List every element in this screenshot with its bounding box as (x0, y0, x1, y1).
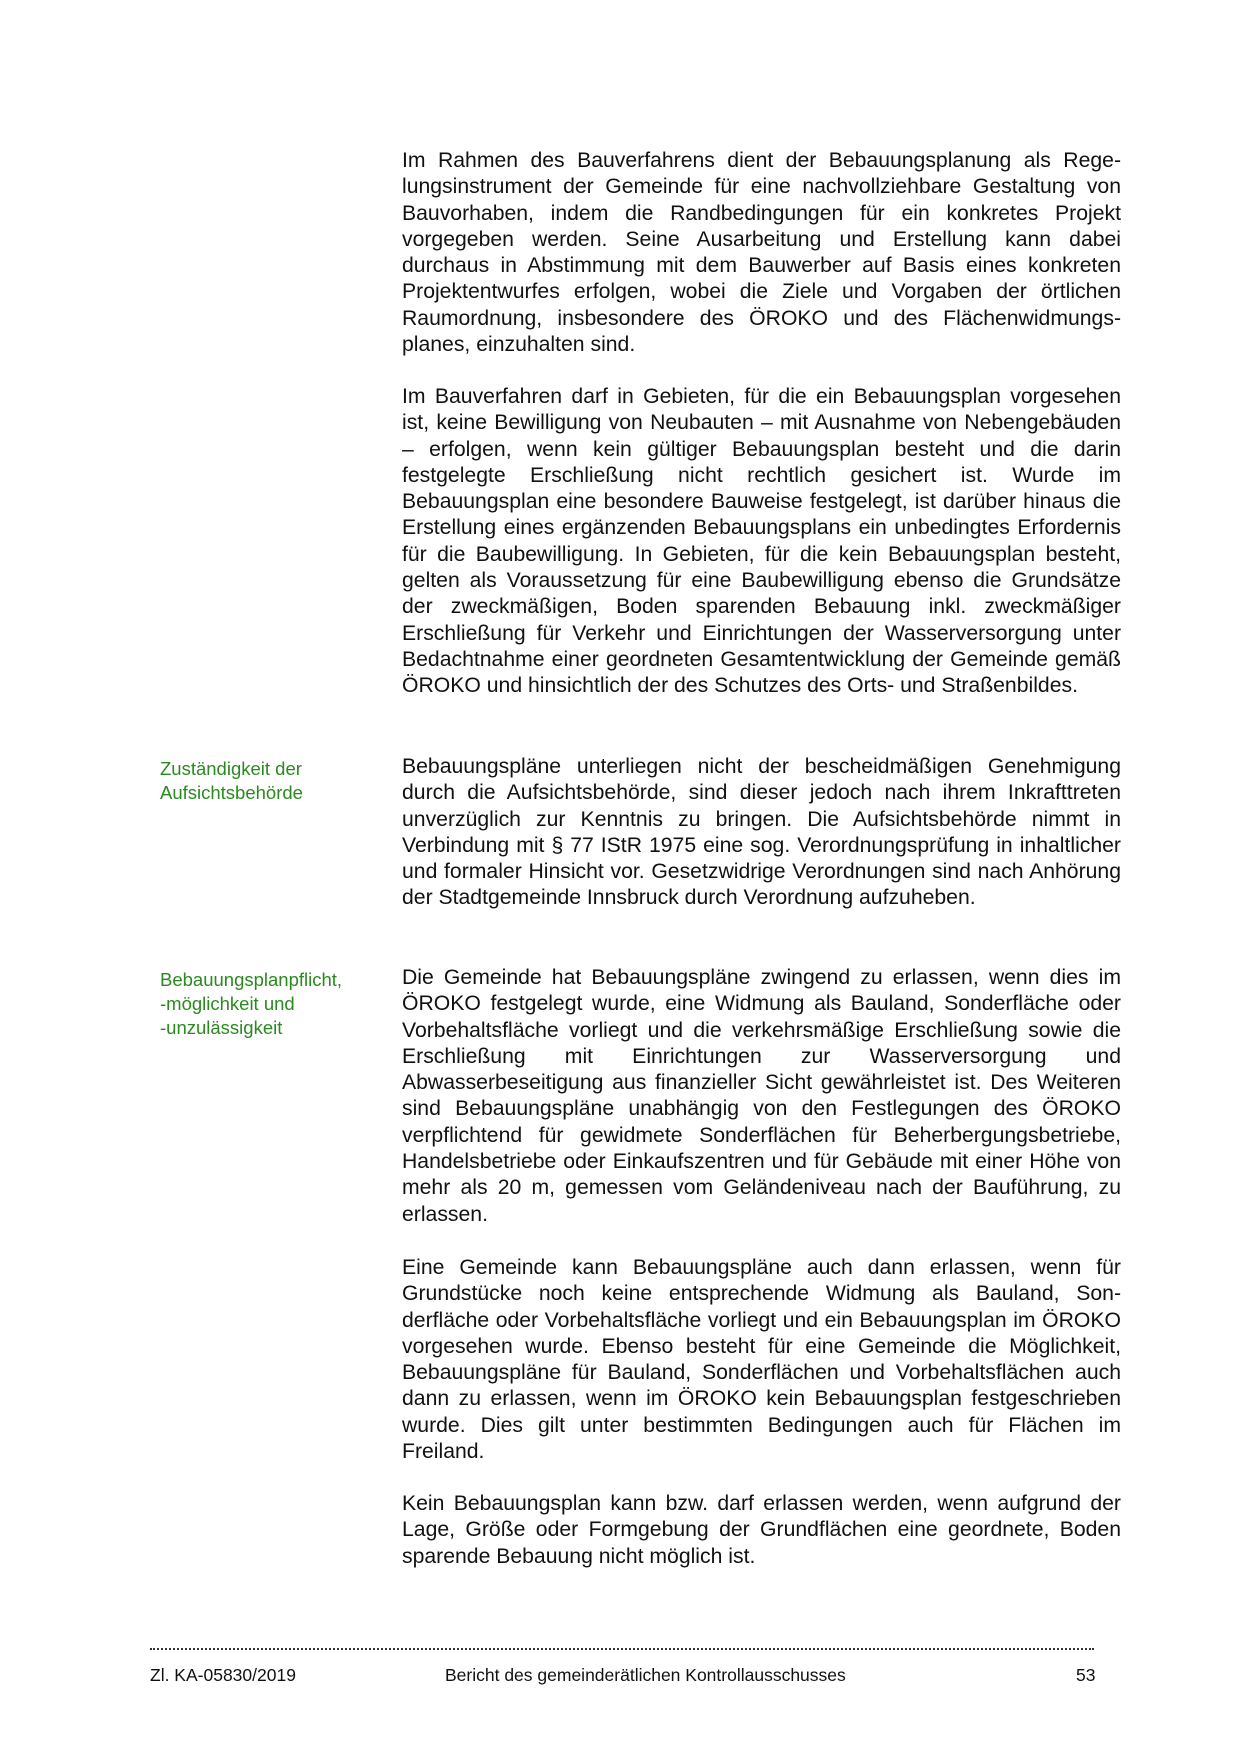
margin-note-line: -unzulässigkeit (160, 1017, 283, 1038)
footer-divider (150, 1648, 1094, 1650)
margin-note-line: Bebauungsplanpflicht, (160, 969, 343, 990)
footer-reference: Zl. KA-05830/2019 (150, 1665, 296, 1685)
margin-note-zustaendigkeit (160, 757, 380, 805)
paragraph-aufsichtsbehoerde: Bebauungspläne unterliegen nicht der bescheidmäßigen Genehmigung durch die Aufsichtsbehörde, sind dieser jedoch nach ihrem Inkrafttreten unverzüglich zur Kenntnis zu bringen. Die Aufsichtsbehörde nimmt in Verbindung mit § 77 IStR 1975 eine sog. Verordnungsprüfung in inhaltlicher und formaler Hinsicht vor. Gesetzwidrige Verordnungen sind nach Anhörung der Stadtgemeinde Innsbruck durch Verordnung aufzuheben. (402, 755, 1121, 910)
margin-note-line: Zuständigkeit der (160, 758, 302, 779)
paragraph-bauverfahren-bewilligung: Im Bauverfahren darf in Gebieten, für die ein Bebauungsplan vorgesehen ist, keine Bewilligung von Neubauten – mit Ausnahme von Nebengebäuden – erfolgen, wenn kein gültiger Bebauungsplan besteht und die darin festgelegte Erschließung nicht rechtlich gesichert ist. Wurde im Bebauungsplan eine besondere Bauweise festgelegt, ist darüber hinaus die Erstellung eines ergänzenden Bebauungsplans ein unbedingtes Erfordernis für die Baubewilligung. In Gebieten, für die kein Bebauungsplan besteht, gelten als Voraussetzung für eine Baubewilligung ebenso die Grundsätze der zweckmäßigen, Boden sparenden Bebauung inkl. zweckmäßiger Erschließung für Verkehr und Einrichtungen der Wasserversorgung unter Bedachtnahme einer geordneten Gesamtentwicklung der Gemeinde gemäß ÖROKO und hinsichtlich der des Schutzes des Orts- und Straßenbildes. (402, 385, 1121, 698)
paragraph-bebauungsplanung-regelungsinstrument: Im Rahmen des Bauverfahrens dient der Bebauungsplanung als Regelungsinstrument der Gemeinde für eine nachvollziehbare Gestaltung von Bauvorhaben, indem die Randbedingungen für ein konkretes Projekt vorgegeben werden. Seine Ausarbeitung und Erstellung kann dabei durchaus in Abstimmung mit dem Bauwerber auf Basis eines konkreten Projektentwurfes erfolgen, wobei die Ziele und Vorgaben der örtlichen Raumordnung, insbesondere des ÖROKO und des Flächenwidmungsplanes, einzuhalten sind. (402, 149, 1121, 357)
paragraph-bebauungsplan-moeglichkeit: Eine Gemeinde kann Bebauungspläne auch dann erlassen, wenn für Grundstücke noch keine entsprechende Widmung als Bauland, Sonderfläche oder Vorbehaltsfläche vorliegt und ein Bebauungsplan im ÖROKO vorgesehen wurde. Ebenso besteht für eine Gemeinde die Möglichkeit, Bebauungspläne für Bauland, Sonderflächen und Vorbehaltsflächen auch dann zu erlassen, wenn im ÖROKO kein Bebauungsplan festgeschrieben wurde. Dies gilt unter bestimmten Bedingungen auch für Flächen im Freiland. (402, 1256, 1121, 1464)
margin-note-bebauungsplanpflicht (160, 968, 380, 1040)
footer-report-title: Bericht des gemeinderätlichen Kontrollausschusses (445, 1665, 846, 1685)
margin-note-line: Aufsichtsbehörde (160, 782, 303, 803)
paragraph-bebauungsplanpflicht: Die Gemeinde hat Bebauungspläne zwingend zu erlassen, wenn dies im ÖROKO festgelegt wurde, eine Widmung als Bauland, Sonderfläche oder Vorbehaltsfläche vorliegt und die verkehrsmäßige Erschließung sowie die Erschließung mit Einrichtungen zur Wasserversorgung und Abwasserbeseitigung aus finanzieller Sicht gewährleistet ist. Des Weiteren sind Bebauungspläne unabhängig von den Festlegungen des ÖROKO verpflichtend für gewidmete Sonderflächen für Beherbergungsbetriebe, Handelsbetriebe oder Einkaufszentren und für Gebäude mit einer Höhe von mehr als 20 m, gemessen vom Geländeniveau nach der Bauführung, zu erlassen. (402, 966, 1121, 1226)
footer-page-number: 53 (1076, 1665, 1096, 1685)
paragraph-bebauungsplan-unzulaessigkeit: Kein Bebauungsplan kann bzw. darf erlassen werden, wenn aufgrund der Lage, Größe oder Formgebung der Grundflächen eine geordnete, Boden sparende Bebauung nicht möglich ist. (402, 1492, 1121, 1568)
margin-note-line: -möglichkeit und (160, 993, 295, 1014)
